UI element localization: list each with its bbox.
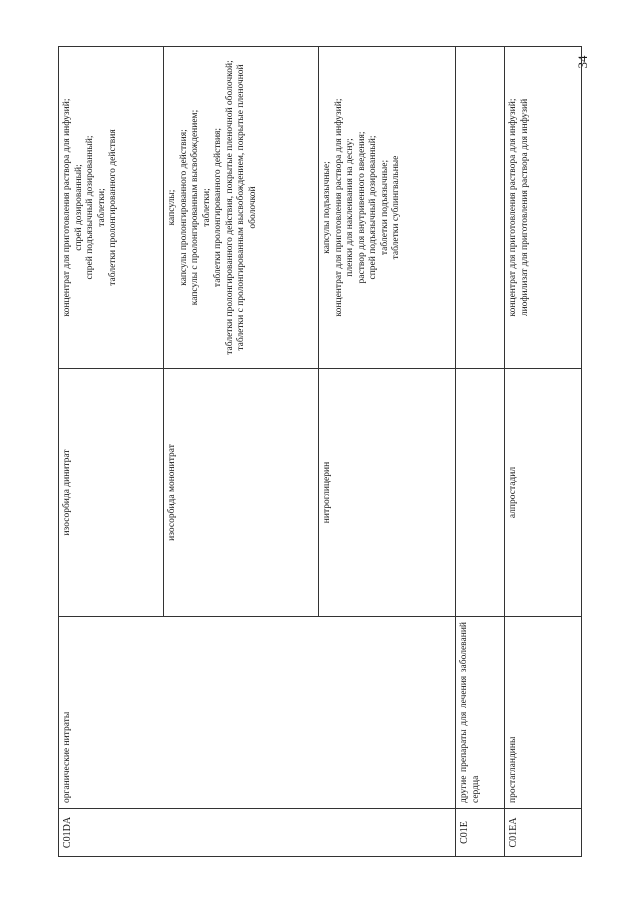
dosage-form-line: таблетки пролонгированного действия — [108, 129, 119, 286]
rotated-page — [58, 47, 568, 857]
dosage-form-line: капсулы с пролонгированным высвобождением; — [190, 109, 201, 306]
drug-name-cell: алпростадил — [505, 369, 582, 617]
group-cell: простагландины — [505, 617, 582, 809]
dosage-form-line: таблетки подъязычные; — [379, 159, 390, 256]
dosage-forms-cell — [164, 47, 319, 369]
dosage-form-line: капсулы подъязычные; — [322, 161, 332, 254]
dosage-form-line: капсулы пролонгированного действия; — [178, 129, 189, 286]
drug-table — [58, 46, 582, 857]
dosage-form-line: концентрат для приготовления раствора для инфузий; — [62, 98, 72, 317]
dosage-form-line: раствор для внутривенного введения; — [356, 131, 367, 284]
group-cell: органические нитраты — [59, 617, 456, 809]
dosage-form-line: концентрат для приготовления раствора для инфузий; — [333, 98, 344, 317]
dosage-form-line: спрей дозированный; — [73, 164, 84, 251]
dosage-forms-cell — [59, 47, 164, 369]
dosage-form-line: пленки для наклеивания на десну; — [345, 138, 356, 277]
dosage-form-line: таблетки пролонгированного действия; — [213, 127, 224, 288]
page-number: 34 — [575, 55, 590, 69]
atc-code-cell: C01EA — [505, 809, 582, 857]
dosage-form-line: спрей подъязычный дозированный; — [85, 135, 96, 280]
dosage-form-line: лиофилизат для приготовления раствора для инфузий — [519, 98, 530, 317]
dosage-form-line: капсулы; — [167, 189, 177, 226]
dosage-forms-cell — [319, 47, 456, 369]
group-cell: другие препараты для лечения заболеваний сердца — [456, 617, 505, 809]
dosage-form-line: таблетки сублингвальные — [391, 155, 402, 260]
table-row — [505, 47, 582, 857]
dosage-form-line: спрей подъязычный дозированный; — [368, 135, 379, 280]
dosage-forms-cell — [505, 47, 582, 369]
dosage-form-line: таблетки; — [96, 188, 107, 227]
drug-name-cell: изосорбида мононитрат — [164, 369, 319, 617]
drug-name-cell: нитроглицерин — [319, 369, 456, 617]
drug-name-cell — [456, 369, 505, 617]
table-row — [456, 47, 505, 857]
atc-code-cell: C01E — [456, 809, 505, 857]
dosage-form-line: концентрат для приготовления раствора для инфузий; — [508, 98, 518, 317]
dosage-form-line: таблетки; — [201, 188, 212, 227]
dosage-form-line: таблетки с пролонгированным высвобождением, покрытые пленочной оболочкой — [236, 64, 259, 351]
table-row — [59, 47, 164, 857]
drug-name-cell: изосорбида динитрат — [59, 369, 164, 617]
dosage-forms-cell — [456, 47, 505, 369]
dosage-form-line: таблетки пролонгированного действия, покрытые пленочной оболочкой; — [224, 60, 235, 355]
atc-code-cell: C01DA — [59, 809, 456, 857]
